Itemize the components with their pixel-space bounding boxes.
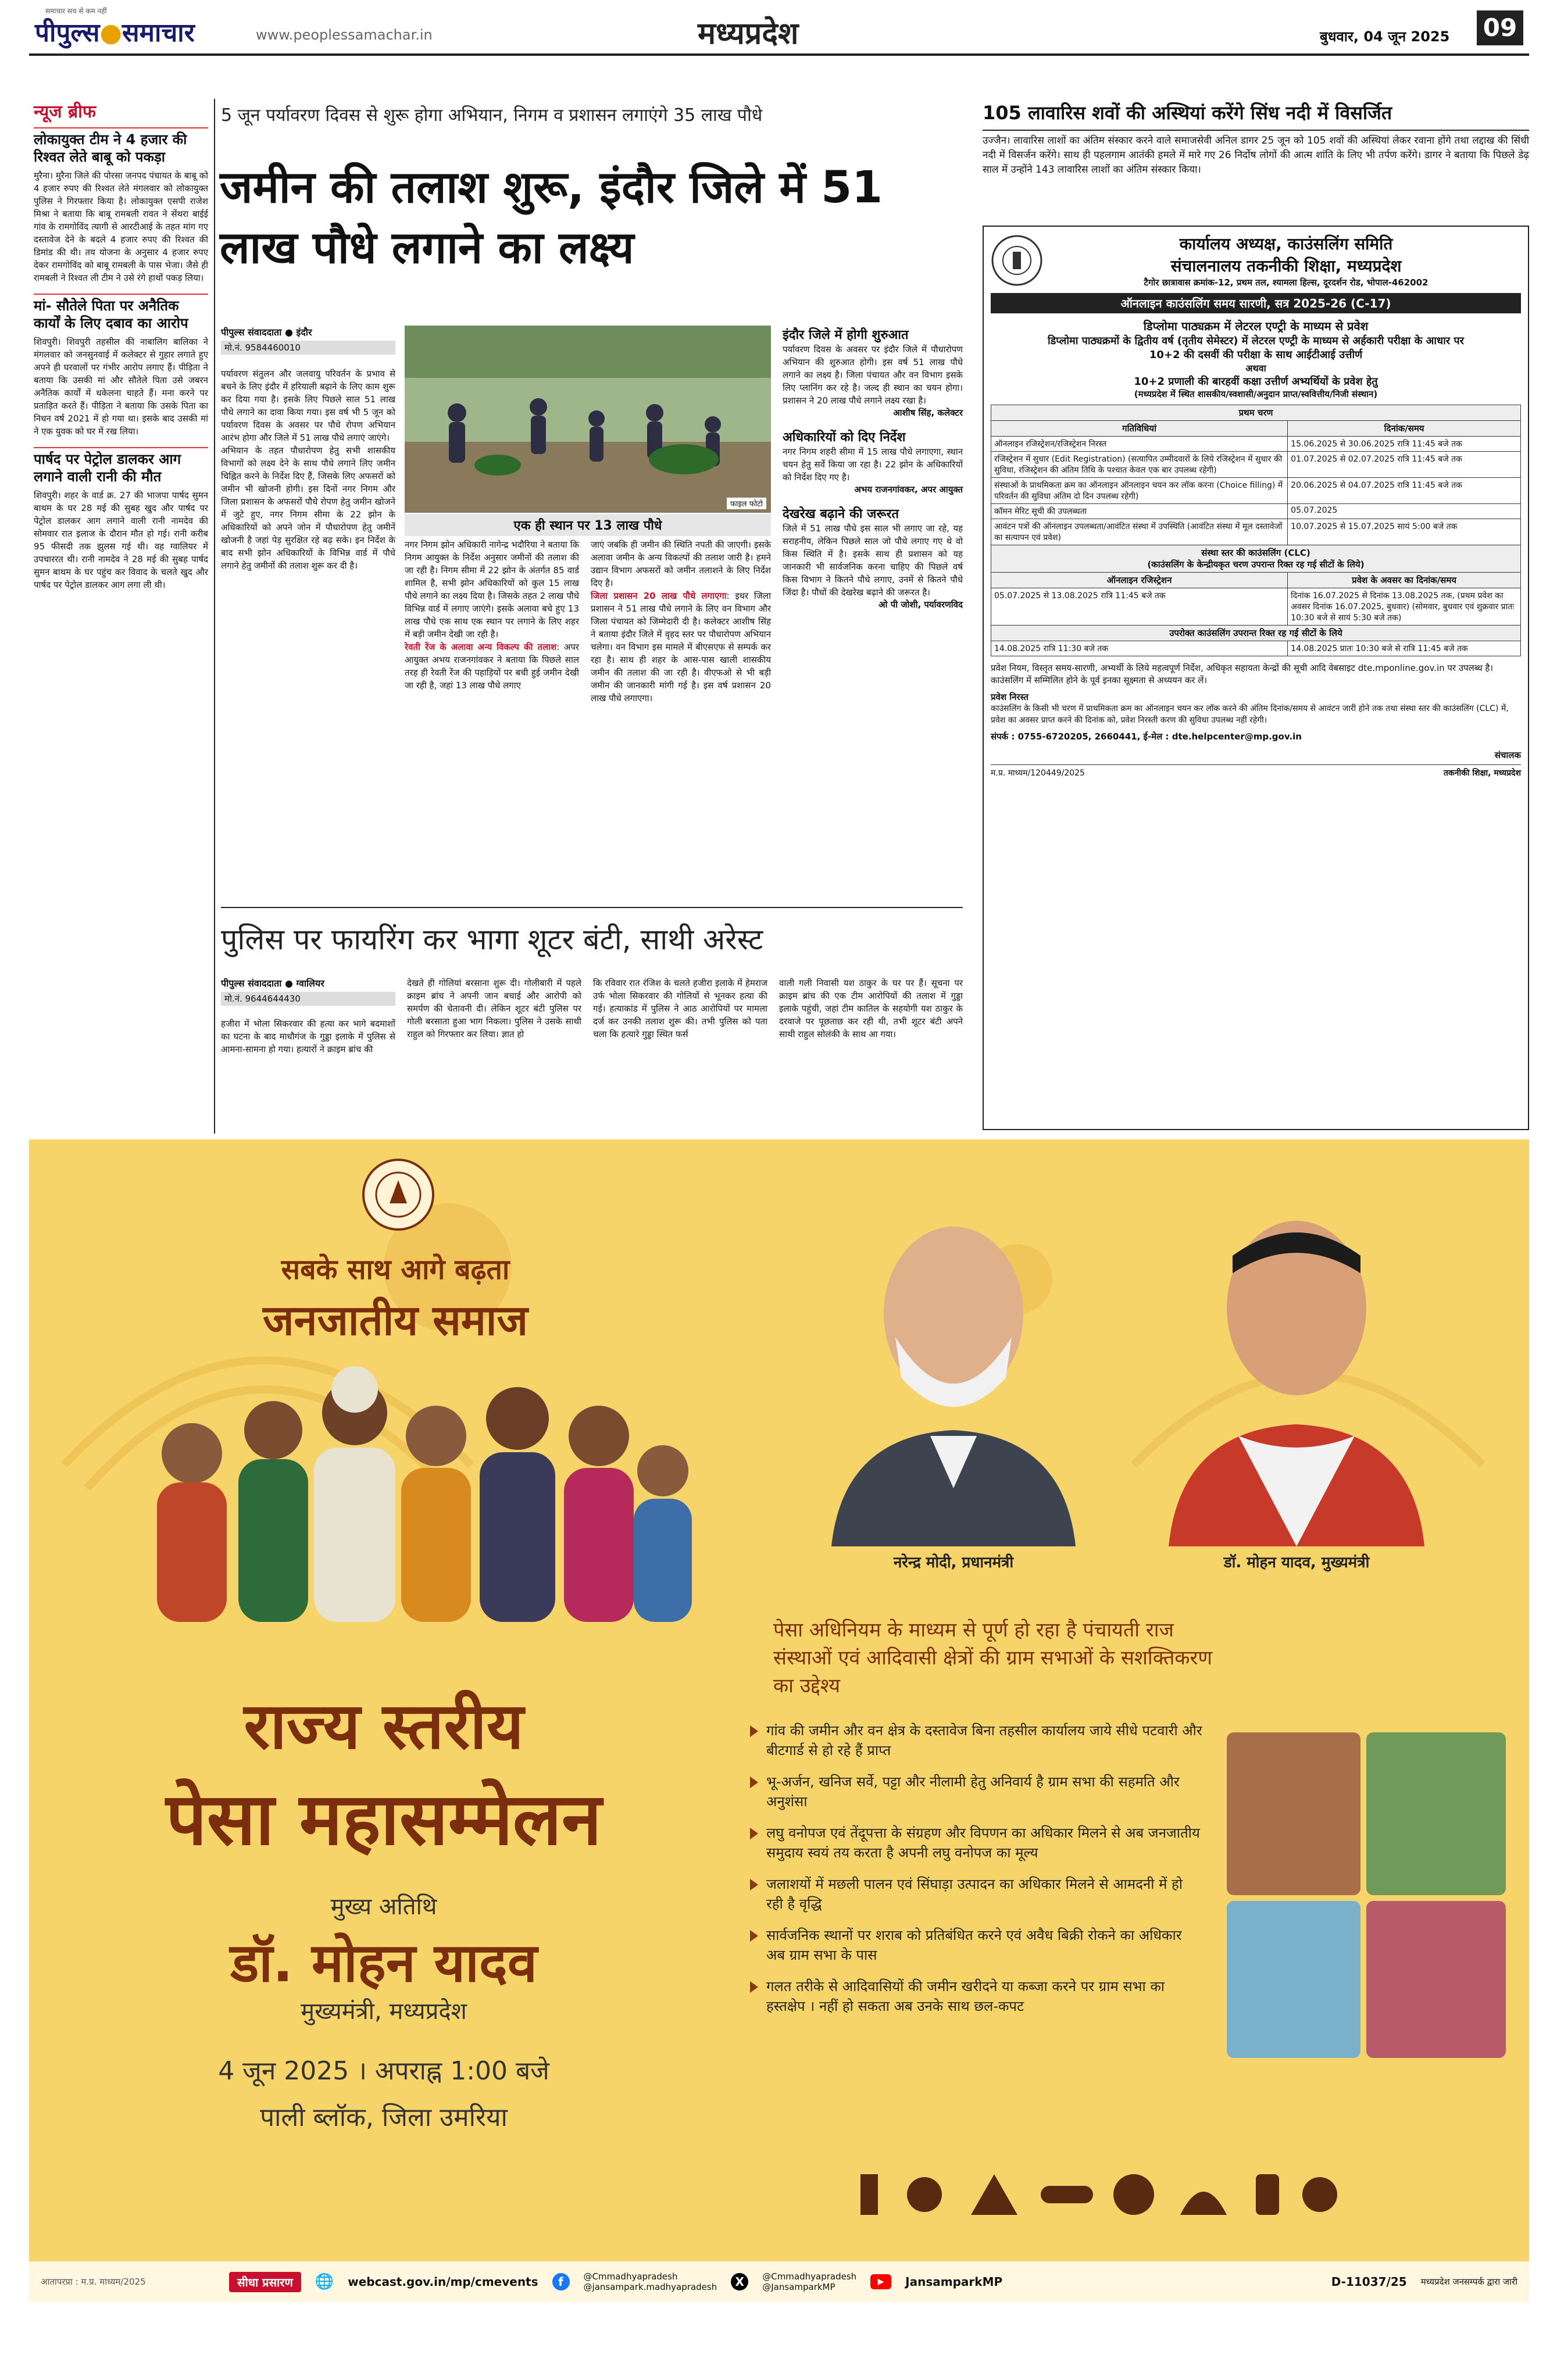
cm-portrait-icon: [1145, 1186, 1448, 1546]
column-header: गतिविधियां: [991, 421, 1288, 437]
notice-info: प्रवेश नियम, विस्तृत समय-सारणी, अभ्यर्थी के लिये महत्वपूर्ण निर्देश, अधिकृत सहायता केन्द्रों की सूची आदि वेबसाइट dte.mponline.gov.in पर उपलब्ध है। काउंसलिंग में सम्मिलित होने के पूर्व इनका सूक्ष्मता से अध्ययन कर लें।: [991, 663, 1494, 685]
ad-point-text: लघु वनोपज एवं तेंदूपत्ता के संग्रहण और विपणन का अधिकार मिलने से अब जनजातीय समुदाय स्वयं तय करता है अपनी लघु वनोपज का मूल्य: [766, 1825, 1200, 1861]
ad-points: [750, 1721, 1204, 2016]
table-row: [991, 437, 1521, 452]
facebook-handle[interactable]: @Cmmadhyapradesh: [583, 2271, 678, 2282]
ad-point: [750, 1925, 1204, 1965]
ad-tagline-2: जनजातीय समाज: [263, 1296, 528, 1345]
table-cell: 01.07.2025 से 02.07.2025 रात्रि 11:45 बजे तक: [1288, 452, 1521, 478]
x-handle[interactable]: @JansamparkMP: [762, 2282, 835, 2292]
chief-guest-name: डॉ. मोहन यादव: [230, 1932, 537, 1994]
clc-subheading: (काउंसलिंग के केन्द्रीयकृत चरण उपरान्त रिक्त रह गई सीटों के लिये): [1147, 559, 1365, 570]
table-cell: रजिस्ट्रेशन में सुधार (Edit Registration) (सत्यापित उम्मीदवारों के लिये रजिस्ट्रेशन में सुधार की सुविधा, रजिस्ट्रेशन की अंतिम तिथि के पश्चात केवल एक बार उपलब्ध रहेगी): [991, 452, 1288, 478]
quote-signature: अभय राजनगांवकर, अपर आयुक्त: [854, 484, 963, 495]
pm-portrait: [808, 1186, 1099, 1546]
table-cell: ऑनलाइन रजिस्ट्रेशन/रजिस्ट्रेशन निरस्त: [991, 437, 1288, 452]
table-cell: दिनांक 16.07.2025 से दिनांक 13.08.2025 तक, (प्रथम प्रवेश का अवसर दिनांक 16.07.2025, बुधवार) (सोमवार, बुधवार एवं शुक्रवार प्रातः 10:30 बजे से सायं 5:30 बजे तक): [1288, 588, 1521, 626]
lead-photo: [405, 326, 771, 513]
table-row: [991, 588, 1521, 626]
quote-heading: अधिकारियों को दिए निर्देश: [783, 430, 906, 445]
ad-point: [750, 1721, 1204, 1760]
live-badge-a: सीधा: [237, 2275, 259, 2289]
lead-column-2-text: नगर निगम झोन अधिकारी नागेन्द्र भदौरिया ने बताया कि निगम आयुक्त के निर्देश अनुसार जमीनों की तलाश की जा रही है। निगम सीमा में 22 झोन के अंतर्गत 85 वार्ड शामिल है, सभी झोन अधिकारियों को कुल 15 लाख पौधे लगाने का लक्ष्य दिया है। जिसके तहत 2 लाख पौधे विभिन्न वार्ड में लगाए जाएंगे। इसके अलावा बचे हुए 13 लाख पौधे एक साथ एक स्थान पर लगाने के लिए शहर में बड़ी जमीन देखी जा रही है।: [405, 539, 579, 639]
lead-column-2b-text: : अपर आयुक्त अभय राजनगांवकर ने बताया कि पिछले साल तरह ही रेवती रेंज की पहाड़ियों पर बची हुई जमीन देखी जा रही है, जहां 13 लाख पौधे लगाए: [405, 642, 579, 691]
lead-column-3b-text: : इधर जिला प्रशासन ने 51 लाख पौधे लगाने के लिए वन विभाग और जिला पंचायत को जिम्मेदारी दी है। कलेक्टर आशीष सिंह ने बताया इंदौर जिले में वृहद स्तर पर पौधारोपण अभियान चलेगा। वन विभाग इस मामले में बीएसएफ से सम्पर्क कर रहा है। साथ ही शहर के आस-पास खाली शासकीय जमीन की तलाश की जा रही है। वीएफओ से भी बड़ी जमीन की जानकारी मांगी गई है। इस वर्ष प्रशासन 20 लाख पौधे लगाएगा।: [591, 591, 771, 703]
table-cell: 10.07.2025 से 15.07.2025 सायं 5:00 बजे तक: [1288, 519, 1521, 545]
masthead: [0, 0, 1557, 56]
brief-body: शिवपुरी। शिवपुरी तहसील की नाबालिग बालिका ने मंगलवार को जनसुनवाई में कलेक्टर से गुहार लगाते हुए अपने ही घरवालों पर गंभीर आरोप लगाए हैं। पीड़िता ने बताया कि उसकी मां और सौतेले पिता उसे जबरन अनैतिक कार्यों में धकेलना चाहते हैं। मना करने पर प्रताड़ित करते हैं। पीड़िता ने बताया कि उसके पिता का निधन वर्ष 2021 में हो गया था। इसके बाद उसकी मां ने एक युवक को घर में रख लिया।: [34, 337, 208, 437]
chief-guest-label: मुख्य अतिथि: [330, 1893, 437, 1920]
byline-text: पीपुल्स संवाददाता ● ग्वालियर: [221, 978, 324, 989]
phase-heading: प्रथम चरण: [991, 405, 1521, 421]
ad-footer-left: आतापरप्रा : म.प्र. माध्यम/2025: [41, 2277, 146, 2287]
clc-heading-2: उपरोक्त काउंसलिंग उपरान्त रिक्त रह गई सीटों के लिये: [991, 626, 1521, 641]
section-title: मध्यप्रदेश: [698, 16, 799, 51]
cm-caption: डॉ. मोहन यादव, मुख्यमंत्री: [1223, 1554, 1370, 1571]
live-badge-b: प्रसारण: [262, 2275, 293, 2289]
quote-signature: आशीष सिंह, कलेक्टर: [893, 408, 963, 418]
table-row: [991, 519, 1521, 545]
second-column-3: कि रविवार रात रंजिश के चलते हजीरा इलाके में हेमराज उर्फ भोला सिकरवार की गोलियों से भूनकर हत्या की गई। हत्याकांड में पुलिस ने आठ आरोपियों पर मामला दर्ज कर उनकी तलाश शुरू की। तभी पुलिस को पता चला कि हत्यारे गुड्डा स्थित फर्स: [593, 978, 767, 1039]
ad-point-text: गलत तरीके से आदिवासियों की जमीन खरीदने या कब्जा करने पर ग्राम सभा का हस्तक्षेप । नहीं हो सकता अब उनके साथ छल-कपट: [766, 1978, 1165, 2014]
pesa-advertisement: [29, 1139, 1529, 2302]
bullet-triangle-icon: [750, 1879, 758, 1891]
paper-name-a: पीपुल्स: [35, 18, 100, 48]
event-datetime: 4 जून 2025 । अपराह्न 1:00 बजे: [218, 2056, 549, 2086]
column-divider: [214, 99, 215, 1134]
brief-item: [34, 294, 208, 438]
bullet-triangle-icon: [750, 1725, 758, 1737]
quote-body: जिले में 51 लाख पौधे इस साल भी लगाए जा रहे, यह सराहनीय, लेकिन पिछले साल जो पौधे लगाए गए थे वो किस स्थिति में है। इसके साथ ही प्रशासन को यह जानकारी भी सार्वजनिक करना चाहिए की पिछले वर्ष किस विभाग ने कितने पौधे लगाए, उनमें से कितने पौधे जिंदा है। पौधों की देखरेख बढ़ाने की जरूरत है।: [783, 523, 963, 598]
ad-point: [750, 1772, 1204, 1811]
paper-name[interactable]: पीपुल्स●समाचार: [35, 18, 195, 48]
ad-issuer: मध्यप्रदेश जनसम्पर्क द्वारा जारी: [1420, 2277, 1517, 2287]
notice-address: टैगोर छात्रावास क्रमांक-12, प्रथम तल, श्यामला हिल्स, दूरदर्शन रोड, भोपाल-462002: [1144, 277, 1429, 288]
second-column-2: देखते ही गोलियां बरसाना शुरू दी। गोलीबारी में पहले क्राइम ब्रांच ने अपनी जान बचाई और आरोपी को समर्पण की चेतावनी दी। लेकिन शूटर बंटी पुलिस पर गोली बरसाता हुआ भाग निकला। पुलिस ने उसके साथी राहुल को गिरफ्तार कर लिया। ज्ञात हो: [407, 978, 581, 1039]
lead-column-1: पर्यावरण संतुलन और जलवायु परिवर्तन के प्रभाव से बचने के लिए इंदौर में हरियाली बढ़ाने के लिए काम शुरू कर दिया गया है। इसके लिए पिछले साल 51 लाख पौधे लगाने का दावा किया गया। इस वर्ष भी 5 जून को पर्यावरण दिवस के अवसर पर पौधे रोपण अभियान आरंभ होगा और जिले में 51 लाख पौधे लगाएं जाएंगे। अभियान के तहत पौधारोपण हेतु सभी शासकीय विभागों को लक्ष्य देने के साथ पौधे लगाने लिए जमीन चिह्नित करने के निर्देश दिए हैं, जिसके लिए अफसरों को जमीन भी खोजनी होगी। इस दिनों नगर निगम और जिला प्रशासन के अफसरों पौधे रोपण हेतु जमीन खोजने में जुटे हुए, नगर निगम सीमा के 22 झोन के अधिकारियों को अपने जोन में पौधारोपण हेतु जमीनें खोजनी है जहां पेड़ सुरक्षित रहे बढ़ सके। इन निर्देश के बाद सभी झोन अधिकारियों के विभिन्न वार्ड में पौधे लगाने हेतु जमीनों की तलाश शुरू कर दी है।: [221, 369, 395, 571]
table-cell: 15.06.2025 से 30.06.2025 रात्रि 11:45 बजे तक: [1288, 437, 1521, 452]
website-link[interactable]: www.peoplessamachar.in: [256, 27, 433, 43]
ad-point-text: गांव की जमीन और वन क्षेत्र के दस्तावेज बिना तहसील कार्यालय जाये सीधे पटवारी और बीटगार्ड से हो रहे हैं प्राप्त: [766, 1723, 1202, 1759]
byline-mobile: मो.नं. 9584460010: [221, 341, 395, 355]
pm-portrait-icon: [808, 1186, 1099, 1546]
table-row: [991, 452, 1521, 478]
ad-footer: [29, 2261, 1529, 2302]
second-byline: [221, 977, 395, 1006]
photo-credit: फाइल फोटो: [727, 498, 766, 509]
column-header: प्रवेश के अवसर का दिनांक/समय: [1288, 573, 1521, 588]
event-title-1: राज्य स्तरीय: [244, 1689, 524, 1763]
news-brief-label: न्यूज ब्रीफ: [34, 102, 96, 122]
lead-column-2: [405, 538, 579, 692]
brief-item: [34, 127, 208, 284]
event-venue: पाली ब्लॉक, जिला उमरिया: [260, 2103, 508, 2132]
table-cell: कॉमन मेरिट सूची की उपलब्धता: [991, 504, 1288, 519]
event-title-2: पेसा महासम्मेलन: [166, 1778, 602, 1861]
lead-headline[interactable]: जमीन की तलाश शुरू, इंदौर जिले में 51 लाख पौधे लगाने का लक्ष्य: [220, 161, 883, 273]
paper-name-b: समाचार: [122, 18, 195, 48]
quote-box: [783, 505, 963, 610]
brief-headline[interactable]: लोकायुक्त टीम ने 4 हजार की रिश्वत लेते बाबू को पकड़ा: [34, 127, 208, 166]
byline-text: पीपुल्स संवाददाता ● इंदौर: [221, 327, 312, 338]
column-header: दिनांक/समय: [1288, 421, 1521, 437]
quote-body: पर्यावरण दिवस के अवसर पर इंदौर जिले में पौधारोपण अभियान की शुरुआत होगी। इस वर्ष 51 लाख पौधे लगाने का लक्ष्य है। जिला पंचायत और वन विभाग इसके लिए प्लानिंग कर रहे है। जल्द ही स्थान का चयन होगा। प्रशासन ने 20 लाख पौधे लगाने लक्ष्य रखा है।: [783, 344, 963, 406]
brief-headline[interactable]: पार्षद पर पेट्रोल डालकर आग लगाने वाली रानी की मौत: [34, 447, 208, 485]
quote-heading: देखरेख बढ़ाने की जरूरत: [783, 507, 899, 521]
bullet-triangle-icon: [750, 1930, 758, 1942]
youtube-handle[interactable]: JansamparkMP: [905, 2275, 1003, 2289]
pm-caption: नरेन्द्र मोदी, प्रधानमंत्री: [893, 1554, 1014, 1571]
photo-caption: एक ही स्थान पर 13 लाख पौधे: [405, 514, 771, 536]
notice-title-3: 10+2 की दसवीं की परीक्षा के साथ आईटीआई उत्तीर्ण: [1149, 349, 1363, 361]
schedule-table: [991, 405, 1521, 656]
notice-title-4: अथवा: [1245, 363, 1266, 374]
table-cell: 05.07.2025: [1288, 504, 1521, 519]
second-column-4: वाली गली निवासी यश ठाकुर के घर पर हैं। सूचना पर क्राइम ब्रांच की एक टीम आरोपियों की तलाश में गुड्डा इलाके पहुंची, जहां टीम कातिल के सहयोगी यश ठाकुर के दरवाजे पर पूछताछ कर रही थी, तभी शूटर बंटी अपने साथी राहुल सोलंकी के साथ आ गया।: [779, 978, 963, 1039]
page-number: 09: [1477, 10, 1523, 45]
bullet-triangle-icon: [750, 1828, 758, 1839]
cancel-text: काउंसलिंग के किसी भी चरण में प्राथमिकता क्रम का ऑनलाइन चयन कर लॉक करने की अंतिम दिनांक/समय से आवंटन जारी होने तक तथा संस्था स्तर की काउंसलिंग (CLC) में, प्रवेश का अवसर प्राप्त करने की दिनांक को, प्रवेश निरस्ती करण की सुविधा उपलब्ध नहीं रहेगी।: [991, 704, 1509, 725]
quote-signature: ओ पी जोशी, पर्यावरणविद: [879, 599, 963, 610]
gram-sabha-photos-icon: [1227, 1732, 1506, 2058]
cancel-heading: प्रवेश निरस्त: [991, 692, 1029, 702]
notice-contact[interactable]: संपर्क : 0755-6720205, 2660441, ई-मेल : dte.helpcenter@mp.gov.in: [991, 731, 1302, 742]
counselling-notice: [983, 226, 1529, 1130]
second-headline[interactable]: पुलिस पर फायरिंग कर भागा शूटर बंटी, साथी अरेस्ट: [221, 923, 763, 956]
lead-kicker: 5 जून पर्यावरण दिवस से शुरू होगा अभियान, निगम व प्रशासन लगाएंगे 35 लाख पौधे: [221, 105, 763, 126]
notice-signatory-dept: तकनीकी शिक्षा, मध्यप्रदेश: [1443, 769, 1521, 778]
youtube-icon: ▶: [870, 2274, 891, 2289]
section-rule: [221, 907, 963, 908]
lead-byline: [221, 326, 395, 355]
table-row: [991, 504, 1521, 519]
brief-body: मुरैना। मुरैना जिले की पोरसा जनपद पंचायत के बाबू को 4 हजार रुपए की रिश्वत लेते मंगलवार को लोकायुक्त पुलिस ने गिरफ्तार किया है। लोकायुक्त एसपी राजेश मिश्रा ने बताया कि बाबू रामबली रावत ने सेंथरा बाईई गांव के रामगोविंद त्यागी से आरटीआई के तहत मांग गए दस्तावेज देने के बदले 4 हजार रुपए की रिश्वत की डिमांड की थी। तय योजना के अनुसार 4 हजार रुपए देकर रामगोविंद को बाबू रामबली के पास भेजा। जैसे ही रामबली ने रिश्वत ली टीम ने उसे रंगे हाथों पकड़ लिया।: [34, 170, 208, 283]
notice-ref: म.प्र. माध्यम/120449/2025: [991, 769, 1085, 778]
paper-tagline: समाचार सच से कम नहीं: [45, 7, 107, 15]
notice-title-6: (मध्यप्रदेश में स्थित शासकीय/स्वशासी/अनुदान प्राप्त/स्ववित्तीय/निजी संस्थान): [1134, 389, 1378, 399]
table-cell: 05.07.2025 से 13.08.2025 रात्रि 11:45 बजे तक: [991, 588, 1288, 626]
brief-item: [34, 447, 208, 591]
quote-body: नगर निगम शहरी सीमा में 15 लाख पौधे लगाएगा, स्थान चयन हेतु सर्वे किया जा रहा है। 22 झोन के अधिकारियों को निर्देश दिए गए है।: [783, 446, 963, 483]
facebook-handle[interactable]: @jansampark.madhyapradesh: [583, 2282, 717, 2292]
notice-directorate: संचालनालय तकनीकी शिक्षा, मध्यप्रदेश: [1170, 256, 1402, 276]
notice-signatory: संचालक: [1494, 750, 1521, 760]
lead-subhead-2: जिला प्रशासन 20 लाख पौधे लगाएगा: [591, 591, 727, 601]
ad-point-text: जलाशयों में मछली पालन एवं सिंघाड़ा उत्पादन का अधिकार मिलने से आमदनी में हो रही है वृद्धि: [766, 1876, 1183, 1912]
table-row: [991, 641, 1521, 656]
quotes-column: [783, 326, 963, 610]
table-cell: 14.08.2025 रात्रि 11:30 बजे तक: [991, 641, 1288, 656]
column-header: ऑनलाइन रजिस्ट्रेशन: [991, 573, 1288, 588]
bullet-triangle-icon: [750, 1981, 758, 1993]
plantation-photo-icon: [405, 326, 771, 513]
mp-government-logo-icon: [360, 1157, 436, 1232]
second-column-1: हजीरा में भोला सिकरवार की हत्या कर भागे बदमाशों का घटना के बाद माधौगंज के गुड्डा इलाके में पुलिस से आमना-सामना हो गया। हत्यारों ने क्राइम ब्रांच की: [221, 1019, 395, 1055]
byline-mobile: मो.नं. 9644644430: [221, 992, 395, 1006]
ad-point: [750, 1977, 1204, 2016]
ad-point: [750, 1823, 1204, 1863]
notice-office: कार्यालय अध्यक्ष, काउंसलिंग समिति: [1179, 234, 1393, 253]
quote-box: [783, 326, 963, 419]
bullet-triangle-icon: [750, 1777, 758, 1788]
ad-intro: पेसा अधिनियम के माध्यम से पूर्ण हो रहा है पंचायती राज संस्थाओं एवं आदिवासी क्षेत्रों की ग्राम सभाओं के सशक्तिकरण का उद्देश्य: [773, 1618, 1212, 1698]
emblem-icon: [991, 234, 1043, 287]
live-broadcast-badge[interactable]: [229, 2272, 301, 2292]
ad-point-text: भू-अर्जन, खनिज सर्वे, पट्टा और नीलामी हेतु अनिवार्य है ग्राम सभा की सहमति और अनुशंसा: [766, 1774, 1180, 1810]
table-cell: संस्थाओं के प्राथमिकता क्रम का ऑनलाइन ऑनलाइन चयन कर लॉक करना (Choice filling) में परिवर्तन की सुविधा अंतिम दो दिन उपलब्ध रहेगी): [991, 478, 1288, 504]
tribal-community-photo-icon: [122, 1360, 703, 1622]
brief-body: शिवपुरी। शहर के वार्ड क्र. 27 की भाजपा पार्षद सुमन बाथम के घर 28 मई की सुबह खुद और पार्षद पर पेट्रोल डालकर आग लगाने वाली रानी नामदेव की सोमवार रात इलाज के दौरान मौत हो गई। रानी करीब 95 फीसदी तक झुलस गई थी। वह ग्वालियर में उपचाररत थी। रानी नामदेव ने 28 मई की सुबह पार्षद सुमन बाथम के घर पहुंच कर विवाद के चलते खुद और पार्षद पर पेट्रोल डालकर आग लगा ली थी।: [34, 490, 208, 590]
ad-point-text: सार्वजनिक स्थानों पर शराब को प्रतिबंधित करने एवं अवैध बिक्री रोकने का अधिकार अब ग्राम सभा के पास: [766, 1927, 1182, 1963]
cm-portrait: [1145, 1186, 1448, 1546]
table-row: [991, 478, 1521, 504]
ad-point: [750, 1874, 1204, 1914]
facebook-icon: f: [552, 2273, 570, 2290]
tribal-art-icons: [855, 2163, 1378, 2227]
right-story-headline[interactable]: 105 लावारिस शवों की अस्थियां करेंगे सिंध नदी में विसर्जित: [983, 100, 1529, 131]
quote-box: [783, 428, 963, 495]
ad-code: D-11037/25: [1331, 2275, 1407, 2289]
news-brief-column: [34, 99, 208, 1134]
quote-heading: इंदौर जिले में होगी शुरुआत: [783, 328, 909, 342]
x-handle[interactable]: @Cmmadhyapradesh: [762, 2271, 857, 2282]
globe-icon: 🌐: [315, 2273, 334, 2290]
lead-column-3-text: जाएं जबकि ही जमीन की स्थिति नपती की जाएगी। इसके अलावा जमीन के अन्य विकल्पों की तलाश जारी है। हमने उद्यान विभाग अफसरों को जमीन तलाशने के लिए निर्देश दिए है।: [591, 539, 771, 588]
table-cell: 14.08.2025 प्रातः 10:30 बजे से रात्रि 11:45 बजे तक: [1288, 641, 1521, 656]
brief-headline[interactable]: मां- सौतेले पिता पर अनैतिक कार्यों के लिए दबाव का आरोप: [34, 294, 208, 332]
notice-title-2: डिप्लोमा पाठ्यक्रमों के द्वितीय वर्ष (तृतीय सेमेस्टर) में लेटरल एण्ट्री के माध्यम से अर्हकारी परीक्षा के आधार पर: [1047, 335, 1465, 347]
notice-bar: ऑनलाइन काउंसलिंग समय सारणी, सत्र 2025-26 (C-17): [991, 293, 1521, 313]
clc-heading: संस्था स्तर की काउंसलिंग (CLC): [1201, 548, 1310, 558]
issue-date: बुधवार, 04 जून 2025: [1320, 28, 1450, 45]
masthead-rule: [29, 53, 1529, 56]
right-story-body: उज्जैन। लावारिस लाशों का अंतिम संस्कार करने वाले समाजसेवी अनिल डागर 25 जून को 105 शवों की अस्थियां लेकर रवाना होंगे तथा लद्दाख की सिंधी नदी में विसर्जन करेंगे। साथ ही पहलगाम आतंकी हमले में मारे गए 26 निर्दोष लोगों की आत्म शांति के लिए भी तर्पण करेंगे। डागर ने बताया कि पिछले डेढ़ साल में उन्होंने 143 लावारिस लाशों का अंतिम संस्कार किया।: [983, 135, 1529, 176]
notice-title-5: 10+2 प्रणाली की बारहवीं कक्षा उत्तीर्ण अभ्यर्थियों के प्रवेश हेतु: [1134, 376, 1378, 388]
x-icon: X: [731, 2273, 748, 2290]
notice-title-1: डिप्लोमा पाठ्यक्रम में लेटरल एण्ट्री के माध्यम से प्रवेश: [1143, 319, 1369, 333]
table-cell: आवंटन पत्रों की ऑनलाइन उपलब्धता/आवंटित संस्था में उपस्थिति (आवंटित संस्था में मूल दस्तावेजों का सत्यापन एवं प्रवेश): [991, 519, 1288, 545]
table-cell: 20.06.2025 से 04.07.2025 रात्रि 11:45 बजे तक: [1288, 478, 1521, 504]
chief-guest-role: मुख्यमंत्री, मध्यप्रदेश: [301, 1998, 467, 2025]
webcast-link[interactable]: webcast.gov.in/mp/cmevents: [348, 2275, 538, 2289]
ad-tagline-1: सबके साथ आगे बढ़ता: [281, 1253, 510, 1286]
lead-column-3: [591, 538, 771, 705]
lead-subhead-1: रेवती रेंज के अलावा अन्य विकल्प की तलाश: [405, 642, 557, 652]
